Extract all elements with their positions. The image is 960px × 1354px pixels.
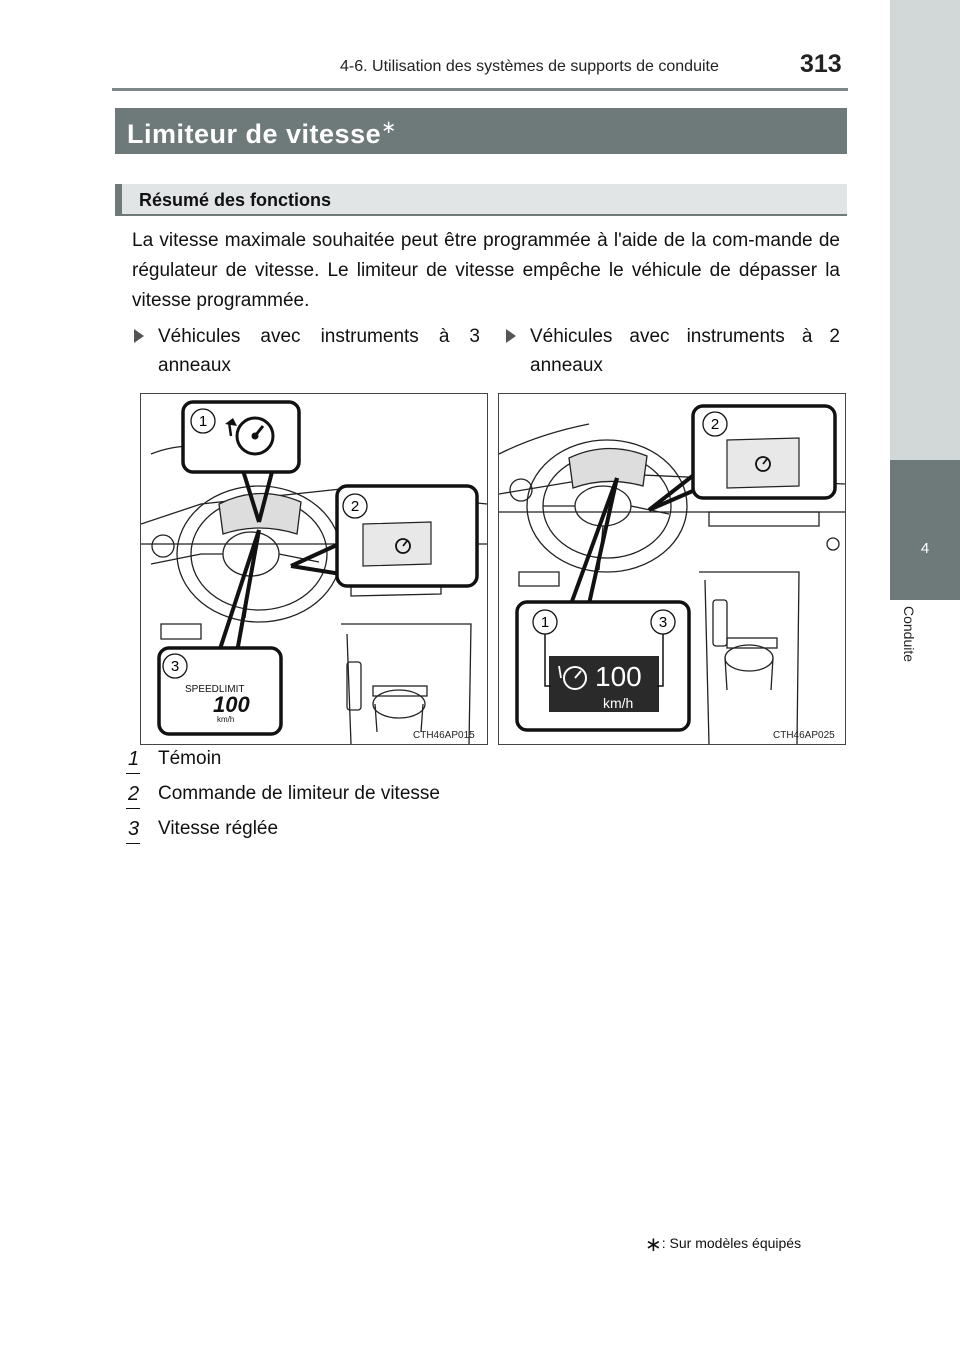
footnote-text: : Sur modèles équipés xyxy=(661,1235,802,1251)
side-tab-upper xyxy=(890,0,960,460)
legend-number: 1 xyxy=(128,748,140,770)
callout-1: 1 xyxy=(198,413,208,430)
column-heading-text: Véhicules avec instruments à 2 anneaux xyxy=(530,326,840,376)
callout-1: 1 xyxy=(540,614,550,631)
section-title-text: Limiteur de vitesse xyxy=(127,119,382,149)
callout-numbers xyxy=(141,394,487,744)
chapter-label: Conduite xyxy=(901,606,917,663)
column-heading-2-ring xyxy=(530,322,840,380)
set-speed-value: 100 xyxy=(213,692,250,717)
page-number: 313 xyxy=(800,50,842,78)
legend-number: 2 xyxy=(128,783,140,805)
callout-2: 2 xyxy=(710,416,720,433)
figure-code: CTH46AP025 xyxy=(773,730,835,741)
callout-2: 2 xyxy=(350,498,360,515)
figure-code: CTH46AP015 xyxy=(413,730,475,741)
legend-text: Commande de limiteur de vitesse xyxy=(158,783,440,804)
equipped-marker: ∗ xyxy=(381,117,397,137)
callout-3: 3 xyxy=(658,614,668,631)
callout-3: 3 xyxy=(170,658,180,675)
bullet-triangle-icon xyxy=(506,329,516,343)
section-title-bar xyxy=(115,108,847,154)
legend-text: Témoin xyxy=(158,748,222,769)
subsection-title: Résumé des fonctions xyxy=(139,190,332,210)
legend-text: Vitesse réglée xyxy=(158,818,279,839)
header-rule xyxy=(112,88,848,91)
subsection-bar xyxy=(115,184,847,216)
footnote-marker: ∗ xyxy=(645,1234,662,1256)
set-speed-unit: km/h xyxy=(217,715,235,724)
speedlimit-label: SPEEDLIMIT xyxy=(185,684,245,695)
set-speed-value: 100 xyxy=(595,661,642,692)
figure-2-ring-cluster xyxy=(498,393,846,745)
bullet-triangle-icon xyxy=(134,329,144,343)
column-heading-3-ring xyxy=(158,322,480,380)
legend-number: 3 xyxy=(128,818,140,840)
side-tab-chapter xyxy=(890,460,960,600)
callout-numbers xyxy=(499,394,845,744)
footnote xyxy=(645,1232,801,1257)
figure-3-ring-cluster xyxy=(140,393,488,745)
set-speed-unit: km/h xyxy=(603,695,634,711)
section-header: 4-6. Utilisation des systèmes de supports de conduite xyxy=(340,58,719,75)
column-heading-text: Véhicules avec instruments à 3 anneaux xyxy=(158,326,480,376)
intro-paragraph: La vitesse maximale souhaitée peut être programmée à l'aide de la com-mande de régulateur de vitesse. Le limiteur de vitesse empêche le véhicule de dépasser la vitesse programmée. xyxy=(132,230,840,311)
section-title xyxy=(127,117,397,150)
chapter-number: 4 xyxy=(920,540,930,557)
